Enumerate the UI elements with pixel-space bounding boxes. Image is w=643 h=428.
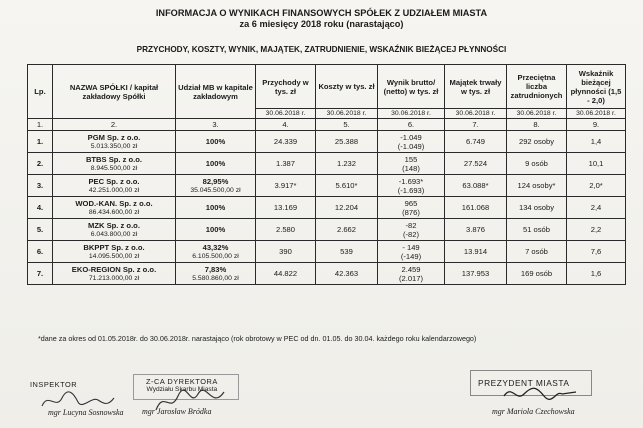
result-gross: 965 — [404, 198, 418, 208]
result-gross: -82 — [405, 220, 417, 230]
cell-revenue: 1.387 — [256, 153, 316, 175]
cell-lp: 3. — [28, 175, 53, 197]
company-capital: 8.945.500,00 zł — [90, 164, 138, 172]
company-name: BKPPT Sp. z o.o. — [83, 242, 145, 252]
title-line-2: za 6 miesięcy 2018 roku (narastająco) — [239, 19, 404, 29]
share-percent: 7,83% — [204, 264, 227, 274]
cell-liquidity: 10,1 — [567, 153, 626, 175]
cell-costs: 25.388 — [316, 131, 378, 153]
table-row — [28, 263, 626, 285]
result-net: (-149) — [400, 251, 422, 261]
cell-employment: 134 osoby — [507, 197, 567, 219]
cell-assets: 161.068 — [445, 197, 507, 219]
cell-revenue: 44.822 — [256, 263, 316, 285]
result-gross: - 149 — [402, 242, 420, 252]
cell-lp: 1. — [28, 131, 53, 153]
cell-costs: 12.204 — [316, 197, 378, 219]
company-name: MZK Sp. z o.o. — [88, 220, 140, 230]
header-row — [28, 65, 626, 109]
cell-company — [53, 263, 176, 285]
cell-assets: 3.876 — [445, 219, 507, 241]
share-amount: 6.105.500,00 zł — [192, 252, 239, 260]
company-name: WOD.-KAN. Sp. z o.o. — [75, 198, 153, 208]
date-cell: 30.06.2018 r. — [316, 109, 378, 119]
cell-lp: 7. — [28, 263, 53, 285]
footnote: *dane za okres od 01.05.2018r. do 30.06.2018r. narastająco (rok obrotowy w PEC od dn. 01.05. do 30.04. każdego roku kalendarzowego) — [38, 334, 477, 343]
company-name: PGM Sp. z o.o. — [87, 132, 141, 142]
cell-revenue: 390 — [256, 241, 316, 263]
cell-liquidity: 1,4 — [567, 131, 626, 153]
table-row — [28, 219, 626, 241]
cell-costs: 5.610* — [316, 175, 378, 197]
table-row — [28, 153, 626, 175]
company-capital: 42.251.000,00 zł — [88, 186, 140, 194]
column-number: 1. — [28, 119, 53, 131]
date-cell: 30.06.2018 r. — [567, 109, 626, 119]
header-result: Wynik brutto/ (netto) w tys. zł — [378, 65, 445, 109]
signature-role: INSPEKTOR — [30, 380, 78, 389]
company-name: BTBS Sp. z o.o. — [85, 154, 143, 164]
header-lp: Lp. — [28, 65, 53, 119]
header-costs: Koszty w tys. zł — [316, 65, 378, 109]
cell-result — [378, 263, 445, 285]
cell-lp: 4. — [28, 197, 53, 219]
cell-employment: 169 osób — [507, 263, 567, 285]
column-number-row — [28, 119, 626, 131]
cell-revenue: 24.339 — [256, 131, 316, 153]
cell-result — [378, 241, 445, 263]
financial-results-table — [27, 64, 626, 285]
share-percent: 82,95% — [202, 176, 229, 186]
result-net: (-1.049) — [397, 141, 425, 151]
share-percent: 43,32% — [202, 242, 229, 252]
signature-unit: Wydziału Skarbu Miasta — [146, 386, 218, 393]
header-share: Udział MB w kapitale zakładowym — [176, 65, 256, 119]
table-row — [28, 197, 626, 219]
result-gross: -1.693* — [398, 176, 424, 186]
cell-costs: 42.363 — [316, 263, 378, 285]
signature-role: PREZYDENT MIASTA — [478, 378, 570, 388]
company-name: EKO-REGION Sp. z o.o. — [71, 264, 157, 274]
date-cell: 30.06.2018 r. — [378, 109, 445, 119]
header-liquidity: Wskaźnik bieżącej płynności (1,5 - 2,0) — [567, 65, 626, 109]
cell-company — [53, 131, 176, 153]
cell-costs: 1.232 — [316, 153, 378, 175]
signature-deputy-name: mgr Jarosław Bródka — [142, 407, 212, 416]
table-row — [28, 241, 626, 263]
share-percent: 100% — [205, 225, 226, 234]
cell-share — [176, 153, 256, 175]
document-subtitle: PRZYCHODY, KOSZTY, WYNIK, MAJĄTEK, ZATRUDNIENIE, WSKAŹNIK BIEŻĄCEJ PŁYNNOŚCI — [136, 45, 507, 54]
company-capital: 14.095.500,00 zł — [88, 252, 140, 260]
share-amount: 5.580.860,00 zł — [192, 274, 239, 282]
cell-company — [53, 153, 176, 175]
header-employment: Przeciętna liczba zatrudnionych — [507, 65, 567, 109]
cell-employment: 9 osób — [507, 153, 567, 175]
result-gross: -1.049 — [400, 132, 422, 142]
cell-assets: 63.088* — [445, 175, 507, 197]
share-percent: 100% — [205, 203, 226, 212]
company-capital: 6.043.800,00 zł — [90, 230, 138, 238]
cell-result — [378, 197, 445, 219]
cell-share — [176, 131, 256, 153]
cell-employment: 292 osoby — [507, 131, 567, 153]
result-net: (2.017) — [398, 273, 424, 283]
cell-employment: 7 osób — [507, 241, 567, 263]
column-number: 7. — [445, 119, 507, 131]
cell-result — [378, 153, 445, 175]
result-net: (148) — [402, 163, 420, 173]
cell-employment: 124 osoby* — [507, 175, 567, 197]
column-number: 2. — [53, 119, 176, 131]
column-number: 5. — [316, 119, 378, 131]
signature-inspector-name: mgr Lucyna Sosnowska — [48, 408, 124, 417]
table-row — [28, 175, 626, 197]
cell-liquidity: 1,6 — [567, 263, 626, 285]
date-cell: 30.06.2018 r. — [445, 109, 507, 119]
cell-revenue: 3.917* — [256, 175, 316, 197]
cell-liquidity: 2,4 — [567, 197, 626, 219]
header-company-name: NAZWA SPÓŁKI / kapitał zakładowy Spółki — [53, 65, 176, 119]
cell-company — [53, 175, 176, 197]
cell-share — [176, 241, 256, 263]
cell-company — [53, 197, 176, 219]
cell-company — [53, 241, 176, 263]
cell-revenue: 2.580 — [256, 219, 316, 241]
signature-role: Z-CA DYREKTORA — [146, 377, 218, 386]
handwritten-signature — [500, 382, 580, 406]
share-percent: 100% — [205, 137, 226, 146]
title-line-1: INFORMACJA O WYNIKACH FINANSOWYCH SPÓŁEK Z UDZIAŁEM MIASTA — [155, 8, 488, 18]
cell-result — [378, 175, 445, 197]
column-number: 4. — [256, 119, 316, 131]
cell-company — [53, 219, 176, 241]
cell-revenue: 13.169 — [256, 197, 316, 219]
result-gross: 2.459 — [401, 264, 421, 274]
signature-president-name: mgr Mariola Czechowska — [492, 407, 575, 416]
cell-liquidity: 7,6 — [567, 241, 626, 263]
cell-employment: 51 osób — [507, 219, 567, 241]
cell-liquidity: 2,2 — [567, 219, 626, 241]
header-revenue: Przychody w tys. zł — [256, 65, 316, 109]
column-number: 9. — [567, 119, 626, 131]
cell-costs: 539 — [316, 241, 378, 263]
table-row — [28, 131, 626, 153]
column-number: 6. — [378, 119, 445, 131]
cell-lp: 2. — [28, 153, 53, 175]
header-assets: Majątek trwały w tys. zł — [445, 65, 507, 109]
cell-share — [176, 197, 256, 219]
document-title — [0, 8, 643, 30]
result-net: (876) — [402, 207, 420, 217]
cell-share — [176, 175, 256, 197]
cell-lp: 6. — [28, 241, 53, 263]
result-gross: 155 — [404, 154, 418, 164]
company-capital: 5.013.350,00 zł — [90, 142, 138, 150]
share-amount: 35.045.500,00 zł — [190, 186, 241, 194]
cell-liquidity: 2,0* — [567, 175, 626, 197]
cell-share — [176, 263, 256, 285]
cell-assets: 27.524 — [445, 153, 507, 175]
date-cell: 30.06.2018 r. — [256, 109, 316, 119]
company-capital: 71.213.000,00 zł — [88, 274, 140, 282]
cell-lp: 5. — [28, 219, 53, 241]
company-name: PEC Sp. z o.o. — [88, 176, 140, 186]
column-number: 8. — [507, 119, 567, 131]
column-number: 3. — [176, 119, 256, 131]
cell-assets: 6.749 — [445, 131, 507, 153]
cell-share — [176, 219, 256, 241]
date-cell: 30.06.2018 r. — [507, 109, 567, 119]
cell-costs: 2.662 — [316, 219, 378, 241]
cell-result — [378, 219, 445, 241]
result-net: (-1.693) — [397, 185, 425, 195]
company-capital: 86.434.600,00 zł — [88, 208, 140, 216]
cell-assets: 13.914 — [445, 241, 507, 263]
cell-result — [378, 131, 445, 153]
cell-assets: 137.953 — [445, 263, 507, 285]
share-percent: 100% — [205, 159, 226, 168]
result-net: (-82) — [402, 229, 420, 239]
